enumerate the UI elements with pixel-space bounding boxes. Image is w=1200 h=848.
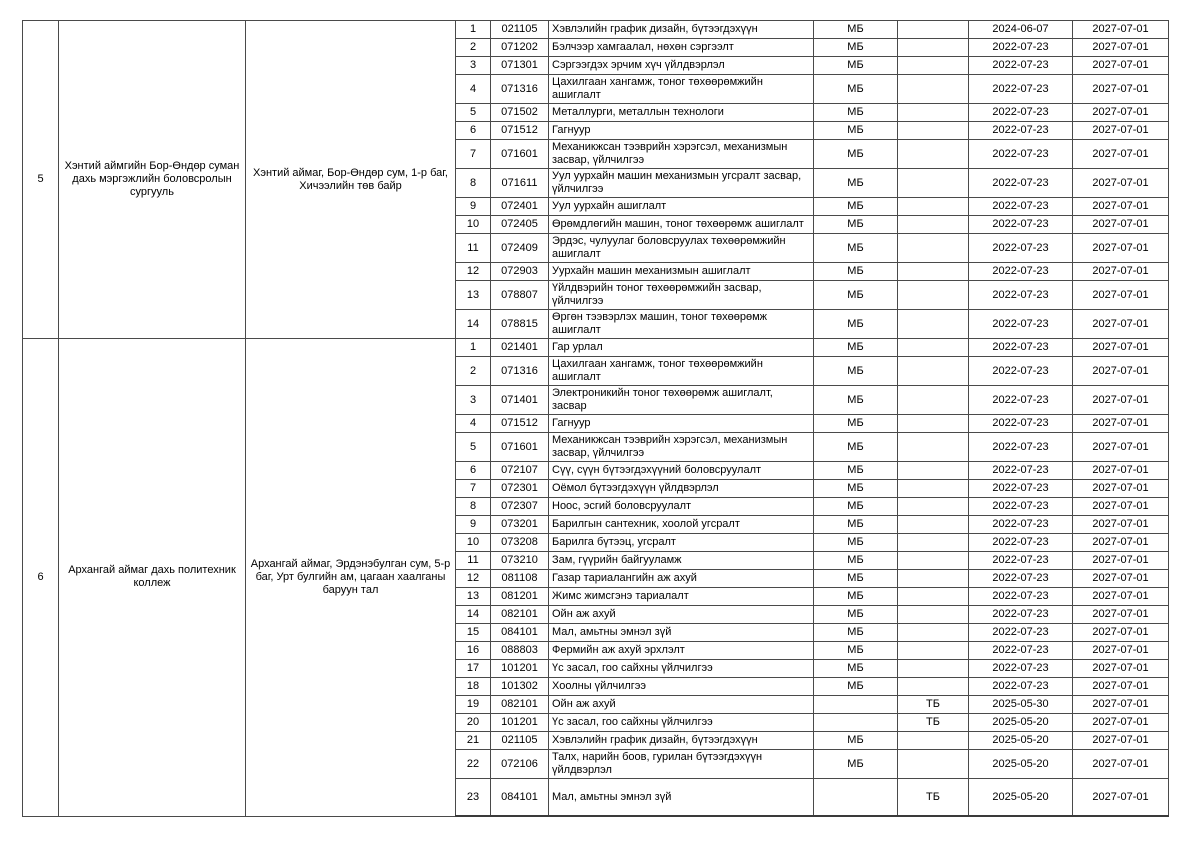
program-code-cell: 071502 — [491, 104, 549, 122]
program-name-cell: Металлурги, металлын технологи — [549, 104, 814, 122]
program-code-cell: 071512 — [491, 122, 549, 140]
start-date-cell: 2022-07-23 — [969, 498, 1073, 516]
school-name-cell: Хэнтий аймгийн Бор-Өндөр суман дахь мэргэжлийн боловсролын сургууль — [59, 21, 246, 339]
mb-flag-cell: МБ — [814, 433, 898, 462]
end-date-cell: 2027-07-01 — [1073, 357, 1169, 386]
program-name-cell: Механикжсан тээврийн хэрэгсэл, механизмын засвар, үйлчилгээ — [549, 140, 814, 169]
program-code-cell: 101201 — [491, 660, 549, 678]
mb-flag-cell: МБ — [814, 140, 898, 169]
program-index-cell: 17 — [456, 660, 491, 678]
start-date-cell: 2022-07-23 — [969, 263, 1073, 281]
tb-flag-cell — [898, 732, 969, 750]
start-date-cell: 2022-07-23 — [969, 281, 1073, 310]
program-name-cell: Мал, амьтны эмнэл зүй — [549, 624, 814, 642]
start-date-cell: 2025-05-30 — [969, 696, 1073, 714]
program-name-cell: Хоолны үйлчилгээ — [549, 678, 814, 696]
end-date-cell: 2027-07-01 — [1073, 624, 1169, 642]
program-code-cell: 101201 — [491, 714, 549, 732]
start-date-cell: 2024-06-07 — [969, 21, 1073, 39]
school-number-cell: 5 — [23, 21, 59, 339]
tb-flag-cell — [898, 386, 969, 415]
program-index-cell: 11 — [456, 552, 491, 570]
program-index-cell: 23 — [456, 779, 491, 817]
start-date-cell: 2022-07-23 — [969, 339, 1073, 357]
start-date-cell: 2022-07-23 — [969, 534, 1073, 552]
tb-flag-cell — [898, 624, 969, 642]
program-index-cell: 2 — [456, 39, 491, 57]
mb-flag-cell: МБ — [814, 678, 898, 696]
program-code-cell: 078815 — [491, 310, 549, 339]
end-date-cell: 2027-07-01 — [1073, 606, 1169, 624]
mb-flag-cell: МБ — [814, 234, 898, 263]
start-date-cell: 2022-07-23 — [969, 57, 1073, 75]
program-name-cell: Үс засал, гоо сайхны үйлчилгээ — [549, 714, 814, 732]
tb-flag-cell — [898, 39, 969, 57]
start-date-cell: 2025-05-20 — [969, 732, 1073, 750]
start-date-cell: 2022-07-23 — [969, 660, 1073, 678]
end-date-cell: 2027-07-01 — [1073, 415, 1169, 433]
tb-flag-cell — [898, 534, 969, 552]
program-code-cell: 071611 — [491, 169, 549, 198]
tb-flag-cell — [898, 169, 969, 198]
program-index-cell: 8 — [456, 169, 491, 198]
program-index-cell: 12 — [456, 263, 491, 281]
mb-flag-cell: МБ — [814, 104, 898, 122]
tb-flag-cell — [898, 21, 969, 39]
program-name-cell: Оёмол бүтээгдэхүүн үйлдвэрлэл — [549, 480, 814, 498]
mb-flag-cell: МБ — [814, 39, 898, 57]
end-date-cell: 2027-07-01 — [1073, 433, 1169, 462]
tb-flag-cell — [898, 415, 969, 433]
program-index-cell: 8 — [456, 498, 491, 516]
end-date-cell: 2027-07-01 — [1073, 281, 1169, 310]
program-code-cell: 072405 — [491, 216, 549, 234]
tb-flag-cell — [898, 104, 969, 122]
tb-flag-cell — [898, 75, 969, 104]
mb-flag-cell: МБ — [814, 750, 898, 779]
end-date-cell: 2027-07-01 — [1073, 386, 1169, 415]
tb-flag-cell — [898, 198, 969, 216]
program-index-cell: 3 — [456, 386, 491, 415]
program-code-cell: 073201 — [491, 516, 549, 534]
program-code-cell: 082101 — [491, 696, 549, 714]
program-code-cell: 084101 — [491, 624, 549, 642]
tb-flag-cell — [898, 498, 969, 516]
start-date-cell: 2022-07-23 — [969, 357, 1073, 386]
mb-flag-cell: МБ — [814, 357, 898, 386]
end-date-cell: 2027-07-01 — [1073, 57, 1169, 75]
program-index-cell: 9 — [456, 516, 491, 534]
start-date-cell: 2022-07-23 — [969, 588, 1073, 606]
end-date-cell: 2027-07-01 — [1073, 140, 1169, 169]
start-date-cell: 2022-07-23 — [969, 122, 1073, 140]
mb-flag-cell: МБ — [814, 415, 898, 433]
program-code-cell: 071316 — [491, 357, 549, 386]
school-name-cell: Архангай аймаг дахь политехник коллеж — [59, 339, 246, 817]
tb-flag-cell — [898, 433, 969, 462]
start-date-cell: 2022-07-23 — [969, 386, 1073, 415]
program-index-cell: 6 — [456, 462, 491, 480]
program-code-cell: 072106 — [491, 750, 549, 779]
program-code-cell: 084101 — [491, 779, 549, 817]
programs-table — [22, 20, 1169, 817]
start-date-cell: 2022-07-23 — [969, 570, 1073, 588]
end-date-cell: 2027-07-01 — [1073, 310, 1169, 339]
mb-flag-cell: МБ — [814, 588, 898, 606]
program-code-cell: 071601 — [491, 140, 549, 169]
mb-flag-cell: МБ — [814, 660, 898, 678]
program-index-cell: 10 — [456, 216, 491, 234]
tb-flag-cell — [898, 678, 969, 696]
mb-flag-cell: МБ — [814, 624, 898, 642]
start-date-cell: 2022-07-23 — [969, 234, 1073, 263]
mb-flag-cell: МБ — [814, 462, 898, 480]
program-index-cell: 15 — [456, 624, 491, 642]
tb-flag-cell: ТБ — [898, 714, 969, 732]
program-name-cell: Уул уурхайн машин механизмын угсралт засвар, үйлчилгээ — [549, 169, 814, 198]
mb-flag-cell: МБ — [814, 498, 898, 516]
tb-flag-cell: ТБ — [898, 779, 969, 817]
end-date-cell: 2027-07-01 — [1073, 169, 1169, 198]
tb-flag-cell — [898, 140, 969, 169]
program-index-cell: 1 — [456, 21, 491, 39]
tb-flag-cell — [898, 310, 969, 339]
end-date-cell: 2027-07-01 — [1073, 642, 1169, 660]
program-name-cell: Бэлчээр хамгаалал, нөхөн сэргээлт — [549, 39, 814, 57]
program-code-cell: 071316 — [491, 75, 549, 104]
end-date-cell: 2027-07-01 — [1073, 588, 1169, 606]
program-name-cell: Мал, амьтны эмнэл зүй — [549, 779, 814, 817]
tb-flag-cell — [898, 552, 969, 570]
tb-flag-cell — [898, 516, 969, 534]
end-date-cell: 2027-07-01 — [1073, 750, 1169, 779]
program-index-cell: 7 — [456, 480, 491, 498]
end-date-cell: 2027-07-01 — [1073, 732, 1169, 750]
start-date-cell: 2022-07-23 — [969, 462, 1073, 480]
mb-flag-cell: МБ — [814, 281, 898, 310]
end-date-cell: 2027-07-01 — [1073, 198, 1169, 216]
program-name-cell: Эрдэс, чулуулаг боловсруулах төхөөрөмжийн ашиглалт — [549, 234, 814, 263]
tb-flag-cell: ТБ — [898, 696, 969, 714]
program-name-cell: Ойн аж ахуй — [549, 696, 814, 714]
program-index-cell: 4 — [456, 415, 491, 433]
end-date-cell: 2027-07-01 — [1073, 216, 1169, 234]
tb-flag-cell — [898, 263, 969, 281]
program-name-cell: Хэвлэлийн график дизайн, бүтээгдэхүүн — [549, 732, 814, 750]
start-date-cell: 2022-07-23 — [969, 169, 1073, 198]
program-code-cell: 071601 — [491, 433, 549, 462]
mb-flag-cell: МБ — [814, 122, 898, 140]
program-code-cell: 021105 — [491, 21, 549, 39]
start-date-cell: 2022-07-23 — [969, 433, 1073, 462]
mb-flag-cell: МБ — [814, 606, 898, 624]
start-date-cell: 2022-07-23 — [969, 104, 1073, 122]
program-code-cell: 072409 — [491, 234, 549, 263]
tb-flag-cell — [898, 588, 969, 606]
program-index-cell: 10 — [456, 534, 491, 552]
program-index-cell: 13 — [456, 588, 491, 606]
end-date-cell: 2027-07-01 — [1073, 534, 1169, 552]
mb-flag-cell: МБ — [814, 75, 898, 104]
end-date-cell: 2027-07-01 — [1073, 21, 1169, 39]
program-code-cell: 072301 — [491, 480, 549, 498]
school-address-cell: Архангай аймаг, Эрдэнэбулган сум, 5-р баг, Урт булгийн ам, цагаан хаалганы баруун тал — [246, 339, 456, 817]
program-index-cell: 16 — [456, 642, 491, 660]
program-name-cell: Гар урлал — [549, 339, 814, 357]
mb-flag-cell — [814, 714, 898, 732]
program-code-cell: 081201 — [491, 588, 549, 606]
start-date-cell: 2022-07-23 — [969, 552, 1073, 570]
program-name-cell: Зам, гүүрийн байгууламж — [549, 552, 814, 570]
start-date-cell: 2025-05-20 — [969, 750, 1073, 779]
program-name-cell: Газар тариалангийн аж ахуй — [549, 570, 814, 588]
program-name-cell: Механикжсан тээврийн хэрэгсэл, механизмын засвар, үйлчилгээ — [549, 433, 814, 462]
program-index-cell: 13 — [456, 281, 491, 310]
program-index-cell: 14 — [456, 310, 491, 339]
start-date-cell: 2022-07-23 — [969, 642, 1073, 660]
mb-flag-cell: МБ — [814, 57, 898, 75]
program-code-cell: 101302 — [491, 678, 549, 696]
program-index-cell: 21 — [456, 732, 491, 750]
start-date-cell: 2022-07-23 — [969, 678, 1073, 696]
end-date-cell: 2027-07-01 — [1073, 660, 1169, 678]
start-date-cell: 2022-07-23 — [969, 310, 1073, 339]
mb-flag-cell: МБ — [814, 169, 898, 198]
program-name-cell: Сэргээгдэх эрчим хүч үйлдвэрлэл — [549, 57, 814, 75]
end-date-cell: 2027-07-01 — [1073, 779, 1169, 817]
mb-flag-cell: МБ — [814, 642, 898, 660]
start-date-cell: 2022-07-23 — [969, 198, 1073, 216]
program-index-cell: 6 — [456, 122, 491, 140]
program-code-cell: 081108 — [491, 570, 549, 588]
program-name-cell: Гагнуур — [549, 122, 814, 140]
start-date-cell: 2022-07-23 — [969, 516, 1073, 534]
start-date-cell: 2022-07-23 — [969, 480, 1073, 498]
end-date-cell: 2027-07-01 — [1073, 122, 1169, 140]
end-date-cell: 2027-07-01 — [1073, 234, 1169, 263]
program-index-cell: 5 — [456, 104, 491, 122]
end-date-cell: 2027-07-01 — [1073, 75, 1169, 104]
program-name-cell: Уул уурхайн ашиглалт — [549, 198, 814, 216]
mb-flag-cell: МБ — [814, 732, 898, 750]
end-date-cell: 2027-07-01 — [1073, 39, 1169, 57]
school-number-cell: 6 — [23, 339, 59, 817]
start-date-cell: 2022-07-23 — [969, 216, 1073, 234]
end-date-cell: 2027-07-01 — [1073, 552, 1169, 570]
mb-flag-cell: МБ — [814, 21, 898, 39]
program-name-cell: Сүү, сүүн бүтээгдэхүүний боловсруулалт — [549, 462, 814, 480]
mb-flag-cell — [814, 779, 898, 817]
start-date-cell: 2025-05-20 — [969, 779, 1073, 817]
program-code-cell: 021105 — [491, 732, 549, 750]
mb-flag-cell: МБ — [814, 339, 898, 357]
start-date-cell: 2022-07-23 — [969, 415, 1073, 433]
start-date-cell: 2025-05-20 — [969, 714, 1073, 732]
programs-table-body — [23, 21, 1169, 817]
program-code-cell: 072307 — [491, 498, 549, 516]
mb-flag-cell: МБ — [814, 216, 898, 234]
program-name-cell: Ойн аж ахуй — [549, 606, 814, 624]
program-code-cell: 073210 — [491, 552, 549, 570]
program-index-cell: 22 — [456, 750, 491, 779]
program-index-cell: 3 — [456, 57, 491, 75]
start-date-cell: 2022-07-23 — [969, 140, 1073, 169]
program-name-cell: Жимс жимсгэнэ тариалалт — [549, 588, 814, 606]
table-row — [23, 339, 1169, 357]
tb-flag-cell — [898, 57, 969, 75]
program-name-cell: Барилга бүтээц, угсралт — [549, 534, 814, 552]
program-name-cell: Өргөн тээвэрлэх машин, тоног төхөөрөмж ашиглалт — [549, 310, 814, 339]
mb-flag-cell: МБ — [814, 480, 898, 498]
end-date-cell: 2027-07-01 — [1073, 480, 1169, 498]
program-name-cell: Гагнуур — [549, 415, 814, 433]
program-name-cell: Талх, нарийн боов, гурилан бүтээгдэхүүн үйлдвэрлэл — [549, 750, 814, 779]
end-date-cell: 2027-07-01 — [1073, 462, 1169, 480]
program-code-cell: 071202 — [491, 39, 549, 57]
program-code-cell: 072401 — [491, 198, 549, 216]
program-index-cell: 4 — [456, 75, 491, 104]
program-name-cell: Уурхайн машин механизмын ашиглалт — [549, 263, 814, 281]
end-date-cell: 2027-07-01 — [1073, 570, 1169, 588]
program-name-cell: Барилгын сантехник, хоолой угсралт — [549, 516, 814, 534]
program-index-cell: 20 — [456, 714, 491, 732]
program-code-cell: 082101 — [491, 606, 549, 624]
program-code-cell: 071512 — [491, 415, 549, 433]
end-date-cell: 2027-07-01 — [1073, 498, 1169, 516]
tb-flag-cell — [898, 462, 969, 480]
tb-flag-cell — [898, 642, 969, 660]
mb-flag-cell: МБ — [814, 516, 898, 534]
start-date-cell: 2022-07-23 — [969, 624, 1073, 642]
program-code-cell: 021401 — [491, 339, 549, 357]
program-index-cell: 7 — [456, 140, 491, 169]
program-index-cell: 14 — [456, 606, 491, 624]
program-name-cell: Электроникийн тоног төхөөрөмж ашиглалт, засвар — [549, 386, 814, 415]
program-name-cell: Үйлдвэрийн тоног төхөөрөмжийн засвар, үйлчилгээ — [549, 281, 814, 310]
end-date-cell: 2027-07-01 — [1073, 696, 1169, 714]
program-index-cell: 9 — [456, 198, 491, 216]
mb-flag-cell: МБ — [814, 386, 898, 415]
program-name-cell: Цахилгаан хангамж, тоног төхөөрөмжийн ашиглалт — [549, 75, 814, 104]
tb-flag-cell — [898, 660, 969, 678]
program-index-cell: 12 — [456, 570, 491, 588]
program-code-cell: 073208 — [491, 534, 549, 552]
program-name-cell: Хэвлэлийн график дизайн, бүтээгдэхүүн — [549, 21, 814, 39]
mb-flag-cell: МБ — [814, 263, 898, 281]
mb-flag-cell: МБ — [814, 570, 898, 588]
program-name-cell: Ноос, эсгий боловсруулалт — [549, 498, 814, 516]
mb-flag-cell: МБ — [814, 310, 898, 339]
start-date-cell: 2022-07-23 — [969, 606, 1073, 624]
tb-flag-cell — [898, 122, 969, 140]
program-index-cell: 2 — [456, 357, 491, 386]
mb-flag-cell: МБ — [814, 552, 898, 570]
end-date-cell: 2027-07-01 — [1073, 263, 1169, 281]
start-date-cell: 2022-07-23 — [969, 39, 1073, 57]
program-name-cell: Үс засал, гоо сайхны үйлчилгээ — [549, 660, 814, 678]
tb-flag-cell — [898, 216, 969, 234]
school-address-cell: Хэнтий аймаг, Бор-Өндөр сум, 1-р баг, Хичээлийн төв байр — [246, 21, 456, 339]
tb-flag-cell — [898, 606, 969, 624]
program-code-cell: 078807 — [491, 281, 549, 310]
program-index-cell: 18 — [456, 678, 491, 696]
table-row — [23, 21, 1169, 39]
program-code-cell: 088803 — [491, 642, 549, 660]
program-index-cell: 11 — [456, 234, 491, 263]
program-name-cell: Цахилгаан хангамж, тоног төхөөрөмжийн ашиглалт — [549, 357, 814, 386]
end-date-cell: 2027-07-01 — [1073, 339, 1169, 357]
tb-flag-cell — [898, 234, 969, 263]
program-code-cell: 071401 — [491, 386, 549, 415]
program-index-cell: 1 — [456, 339, 491, 357]
end-date-cell: 2027-07-01 — [1073, 714, 1169, 732]
mb-flag-cell — [814, 696, 898, 714]
end-date-cell: 2027-07-01 — [1073, 678, 1169, 696]
tb-flag-cell — [898, 357, 969, 386]
program-index-cell: 5 — [456, 433, 491, 462]
start-date-cell: 2022-07-23 — [969, 75, 1073, 104]
program-index-cell: 19 — [456, 696, 491, 714]
end-date-cell: 2027-07-01 — [1073, 104, 1169, 122]
mb-flag-cell: МБ — [814, 534, 898, 552]
program-code-cell: 072107 — [491, 462, 549, 480]
tb-flag-cell — [898, 480, 969, 498]
mb-flag-cell: МБ — [814, 198, 898, 216]
tb-flag-cell — [898, 339, 969, 357]
program-name-cell: Фермийн аж ахуй эрхлэлт — [549, 642, 814, 660]
program-code-cell: 071301 — [491, 57, 549, 75]
tb-flag-cell — [898, 570, 969, 588]
end-date-cell: 2027-07-01 — [1073, 516, 1169, 534]
tb-flag-cell — [898, 281, 969, 310]
program-code-cell: 072903 — [491, 263, 549, 281]
tb-flag-cell — [898, 750, 969, 779]
program-name-cell: Өрөмдлөгийн машин, тоног төхөөрөмж ашиглалт — [549, 216, 814, 234]
